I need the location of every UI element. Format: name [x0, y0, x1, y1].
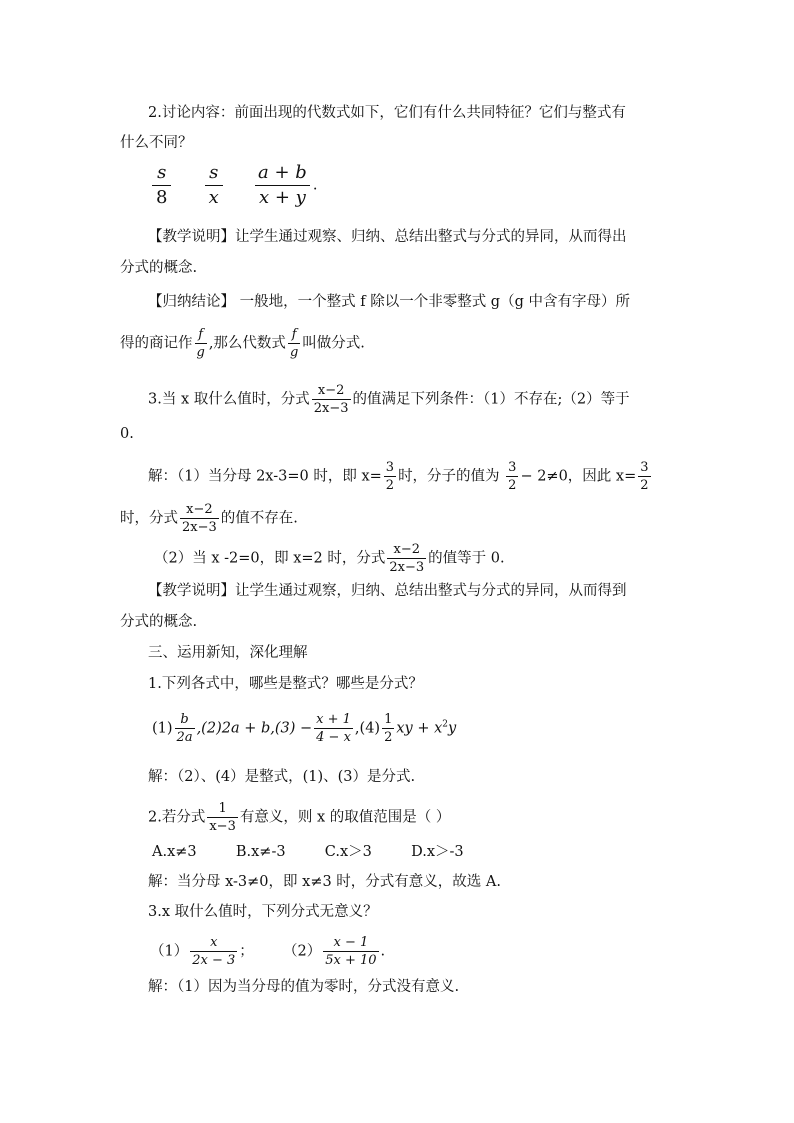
- option-d: D.x＞-3: [411, 844, 464, 860]
- exercise-1: 1.下列各式中，哪些是整式？哪些是分式？: [148, 676, 423, 692]
- teaching-note-1-line-1: 【教学说明】让学生通过观察、归纳、总结出整式与分式的异同，从而得出: [148, 229, 627, 245]
- question-3-line-1: 3.当 x 取什么值时，分式 $\frac{x-2}{2x-3}$ 的值满足下列条件：（1）不存在;（2）等于: [148, 383, 630, 416]
- expression-row: $\frac{s}{8}$ $\frac{s}{x}$ $\frac{a + b}{x + y}$ .: [150, 162, 317, 212]
- exercise-3: 3.x 取什么值时，下列分式无意义？: [148, 904, 378, 920]
- answer-1: 解：（2）、(4）是整式，(1)、(3）是分式.: [148, 769, 416, 785]
- solution-3-line-1: 解：（1）当分母 2x-3=0 时，即 x= $\frac{3}{2}$ 时，分子的值为 $\frac{3}{2}$ − 2≠0，因此 x= $\frac{3}{2}$: [148, 460, 649, 493]
- fraction-s-over-8: $\frac{s}{8}$: [152, 162, 171, 209]
- fraction-3-over-2-c: $\frac{3}{2}$: [640, 460, 649, 493]
- option-c: C.x＞3: [324, 844, 372, 860]
- conclusion-line-2: 得的商记作 $\frac{f}{g}$ ,那么代数式 $\frac{f}{g}$ 叫做分式.: [120, 327, 365, 360]
- exercise-2: 2.若分式 $\frac{1}{x-3}$ 有意义，则 x 的取值范围是（ ）: [148, 801, 451, 834]
- fraction-x-over-2x-minus-3: $\frac{x}{2x - 3}$: [192, 935, 236, 968]
- fraction-1-over-2: $\frac{1}{2}$: [384, 712, 393, 745]
- discussion-line-2: 什么不同？: [120, 135, 193, 151]
- fraction-s-over-x: $\frac{s}{x}$: [205, 162, 223, 209]
- exercise-1-items: (1) $\frac{b}{2a}$ ,(2)2a + b,(3) − $\frac{x + 1}{4 - x}$ ,(4) $\frac{1}{2}$ xy + $x^2y$: [152, 712, 457, 745]
- section-heading: 三、运用新知，深化理解: [148, 645, 308, 661]
- fraction-3-over-2-b: $\frac{3}{2}$: [508, 460, 517, 493]
- exercise-3-items: （1） $\frac{x}{2x - 3}$ ； （2） $\frac{x - 1}{5x + 10}$ .: [150, 935, 386, 968]
- fraction-f-over-g: $\frac{f}{g}$: [196, 327, 205, 360]
- teaching-note-2-line-1: 【教学说明】让学生通过观察，归纳、总结出整式与分式的异同，从而得到: [148, 583, 627, 599]
- discussion-line-1: 2.讨论内容：前面出现的代数式如下，它们有什么共同特征？它们与整式有: [148, 105, 626, 121]
- teaching-note-2-line-2: 分式的概念.: [120, 614, 198, 630]
- fraction-solution-3: $\frac{x-2}{2x-3}$: [182, 502, 217, 535]
- fraction-f-over-g-2: $\frac{f}{g}$: [289, 327, 299, 360]
- question-3-line-2: 0.: [120, 426, 134, 442]
- exercise-2-options: [152, 842, 464, 862]
- option-a: A.x≠3: [152, 844, 197, 860]
- fraction-x-minus-2-over-2x-minus-3: $\frac{x-2}{2x-3}$: [313, 383, 349, 416]
- conclusion-line-1: 【归纳结论】 一般地，一个整式 f 除以一个非零整式 g（g 中含有字母）所: [148, 294, 630, 310]
- solution-3-part-2: （2）当 x -2=0，即 x=2 时，分式 $\frac{x-2}{2x-3}$ 的值等于 0.: [154, 542, 505, 575]
- fraction-solution-3-part-2: $\frac{x-2}{2x-3}$: [389, 542, 425, 575]
- option-b: B.x≠-3: [235, 844, 286, 860]
- fraction-x-minus-1-over-5x-plus-10: $\frac{x - 1}{5x + 10}$: [325, 935, 377, 968]
- answer-2: 解：当分母 x-3≠0，即 x≠3 时，分式有意义，故选 A.: [148, 874, 501, 890]
- fraction-b-over-2a: $\frac{b}{2a}$: [176, 712, 193, 745]
- answer-3: 解：（1）因为当分母的值为零时，分式没有意义.: [148, 979, 460, 995]
- teaching-note-1-line-2: 分式的概念.: [120, 260, 198, 276]
- fraction-x-plus-1-over-4-minus-x: $\frac{x + 1}{4 - x}$: [316, 712, 351, 745]
- fraction-a-plus-b: $\frac{a + b}{x + y}$: [254, 162, 311, 209]
- fraction-1-over-x-minus-3: $\frac{1}{x-3}$: [209, 801, 236, 834]
- solution-3-line-2: 时，分式 $\frac{x-2}{2x-3}$ 的值不存在.: [120, 502, 298, 535]
- fraction-3-over-2: $\frac{3}{2}$: [385, 460, 395, 493]
